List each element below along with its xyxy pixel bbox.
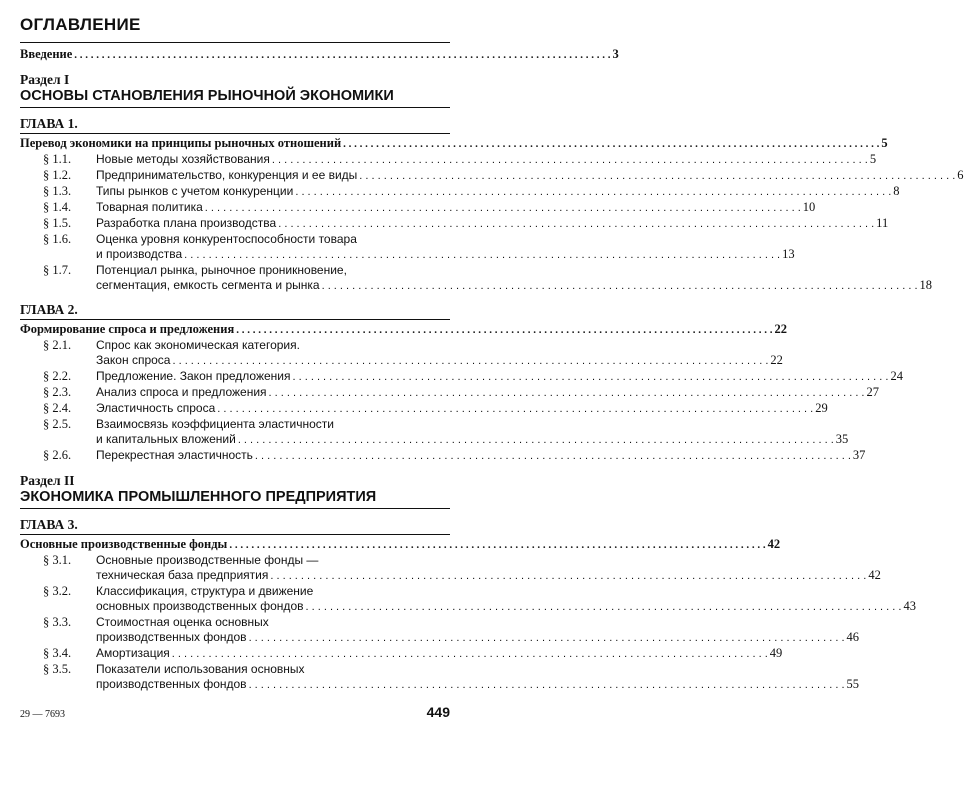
paragraph-title-row (96, 247, 795, 263)
page-title: ОГЛАВЛЕНИЕ (20, 15, 141, 34)
paragraph-title-line: Показатели использования основных (96, 662, 305, 676)
chapter-page: 42 (767, 537, 781, 551)
paragraph-title-line: Взаимосвязь коэффициента эластичности (96, 417, 334, 431)
toc-paragraph-entry (20, 615, 860, 646)
paragraph-title-line: основных производственных фондов (96, 599, 304, 613)
paragraph-body (96, 401, 828, 417)
toc-paragraph-entry (20, 184, 900, 200)
dot-leader (249, 677, 845, 693)
dot-leader (74, 47, 610, 63)
paragraph-body (96, 417, 848, 448)
paragraph-page: 10 (802, 200, 816, 214)
paragraph-body (96, 184, 900, 200)
paragraph-page: 55 (846, 677, 860, 691)
paragraph-title-line: Классификация, структура и движение (96, 584, 314, 598)
toc-paragraph-entry (20, 369, 903, 385)
toc-paragraph-entry (20, 448, 866, 464)
paragraph-title-row (96, 278, 932, 294)
paragraph-title-line: Предложение. Закон предложения (96, 369, 291, 383)
paragraph-title-line: Новые методы хозяйствования (96, 152, 270, 166)
section-label: Раздел I (20, 72, 70, 87)
paragraph-page: 6 (957, 168, 964, 182)
paragraph-number: § 2.4. (43, 401, 72, 415)
paragraph-title-row (96, 677, 859, 693)
paragraph-number: § 1.1. (43, 152, 72, 166)
paragraph-page: 13 (782, 247, 795, 261)
paragraph-title-line: производственных фондов (96, 630, 247, 644)
dot-leader (184, 247, 780, 263)
dot-leader (172, 353, 768, 369)
paragraph-title-line: Товарная политика (96, 200, 203, 214)
section-rule (20, 508, 450, 509)
paragraph-number: § 3.5. (43, 662, 72, 676)
paragraph-title-line: Перекрестная эластичность (96, 448, 253, 462)
chapter-title: Формирование спроса и предложения (20, 322, 235, 336)
page-footer (20, 704, 450, 720)
paragraph-body (96, 200, 815, 216)
toc-paragraph-entry (20, 584, 916, 615)
toc-paragraph-entry (20, 662, 860, 693)
paragraph-page: 5 (869, 152, 877, 166)
paragraph-body (96, 216, 888, 232)
section-title: ОСНОВЫ СТАНОВЛЕНИЯ РЫНОЧНОЙ ЭКОНОМИКИ (20, 88, 394, 104)
paragraph-title-row (96, 385, 879, 401)
dot-leader (217, 401, 813, 417)
dot-leader (205, 200, 801, 216)
paragraph-list (20, 553, 916, 693)
dot-leader (172, 646, 768, 662)
paragraph-title-line: Спрос как экономическая категория. (96, 338, 300, 352)
paragraph-title-line: Типы рынков с учетом конкуренции (96, 184, 294, 198)
toc-paragraph-entry (20, 338, 783, 369)
paragraph-number: § 2.3. (43, 385, 72, 399)
paragraph-page: 11 (876, 216, 889, 230)
paragraph-title-line: Закон спроса (96, 353, 171, 367)
paragraph-body (96, 369, 903, 385)
dot-leader (236, 322, 772, 338)
paragraph-list (20, 152, 964, 294)
paragraph-page: 22 (770, 353, 783, 367)
dot-leader (255, 448, 851, 464)
chapter-label: ГЛАВА 1. (20, 116, 78, 131)
toc-paragraph-entry (20, 232, 795, 263)
dot-leader (249, 630, 845, 646)
paragraph-title-row (96, 401, 828, 417)
table-of-contents (20, 14, 964, 693)
paragraph-title-line: Амортизация (96, 646, 170, 660)
entry-page: 3 (612, 47, 619, 61)
paragraph-page: 24 (890, 369, 903, 383)
dot-leader (306, 599, 902, 615)
dot-leader (322, 278, 918, 294)
paragraph-body (96, 646, 782, 662)
toc-paragraph-entry (20, 385, 879, 401)
paragraph-title-row (96, 200, 815, 216)
chapter-label: ГЛАВА 2. (20, 302, 78, 317)
chapter-label: ГЛАВА 3. (20, 517, 78, 532)
paragraph-title-line: Оценка уровня конкурентоспособности товара (96, 232, 357, 246)
paragraph-number: § 1.7. (43, 263, 72, 277)
paragraph-title-row (96, 568, 881, 584)
paragraph-number: § 3.3. (43, 615, 72, 629)
paragraph-body (96, 232, 795, 263)
paragraph-title-line: Разработка плана производства (96, 216, 277, 230)
paragraph-title-row (96, 369, 903, 385)
toc-paragraph-entry (20, 401, 828, 417)
paragraph-number: § 2.2. (43, 369, 72, 383)
paragraph-page: 18 (919, 278, 933, 292)
paragraph-title-line: техническая база предприятия (96, 568, 269, 582)
paragraph-title-row (96, 184, 900, 200)
dot-leader (295, 184, 891, 200)
paragraph-title-row (96, 448, 865, 464)
toc-paragraph-entry (20, 200, 816, 216)
section-rule (20, 107, 450, 108)
paragraph-title-row (96, 432, 848, 448)
chapter-entry (20, 134, 888, 152)
paragraph-title-line: и производства (96, 247, 183, 261)
paragraph-body (96, 385, 879, 401)
paragraph-page: 35 (835, 432, 849, 446)
paragraph-number: § 2.5. (43, 417, 72, 431)
toc-paragraph-entry (20, 417, 849, 448)
paragraph-title-line: производственных фондов (96, 677, 247, 691)
paragraph-title-line: Стоимостная оценка основных (96, 615, 269, 629)
paragraph-body (96, 584, 916, 615)
paragraph-list (20, 338, 903, 464)
section-title: ЭКОНОМИКА ПРОМЫШЛЕННОГО ПРЕДПРИЯТИЯ (20, 489, 377, 505)
paragraph-page: 27 (866, 385, 879, 399)
toc-paragraph-entry (20, 152, 877, 168)
signature-mark: 29 — 7693 (20, 709, 65, 720)
page-number: 449 (426, 704, 450, 720)
paragraph-page: 43 (903, 599, 916, 613)
paragraph-number: § 1.5. (43, 216, 72, 230)
paragraph-body (96, 662, 859, 693)
paragraph-title-line: и капитальных вложений (96, 432, 236, 446)
chapter-page: 5 (881, 136, 888, 150)
entry-title: Введение (20, 47, 73, 61)
paragraph-body (96, 448, 865, 464)
paragraph-body (96, 338, 783, 369)
paragraph-title-row (96, 152, 876, 168)
paragraph-body (96, 263, 932, 294)
paragraph-body (96, 615, 859, 646)
paragraph-title-row (96, 646, 782, 662)
chapter-entry (20, 320, 787, 338)
dot-leader (278, 216, 874, 232)
toc-paragraph-entry (20, 263, 933, 294)
chapter-title: Основные производственные фонды (20, 537, 228, 551)
dot-leader (229, 537, 765, 553)
toc-paragraph-entry (20, 553, 881, 584)
paragraph-number: § 1.4. (43, 200, 72, 214)
dot-leader (272, 152, 868, 168)
paragraph-page: 42 (868, 568, 881, 582)
paragraph-title-line: Анализ спроса и предложения (96, 385, 267, 399)
paragraph-title-row (96, 168, 964, 184)
paragraph-number: § 1.3. (43, 184, 72, 198)
paragraph-body (96, 168, 964, 184)
paragraph-title-row (96, 353, 783, 369)
paragraph-title-line: Предпринимательство, конкуренция и ее виды (96, 168, 358, 182)
paragraph-page: 37 (852, 448, 866, 462)
section-label: Раздел II (20, 473, 75, 488)
paragraph-page: 8 (893, 184, 900, 198)
paragraph-body (96, 553, 881, 584)
paragraph-page: 29 (815, 401, 828, 415)
paragraph-title-row (96, 216, 888, 232)
paragraph-title-line: сегментация, емкость сегмента и рынка (96, 278, 320, 292)
dot-leader (359, 168, 955, 184)
paragraph-title-line: Эластичность спроса (96, 401, 216, 415)
paragraph-number: § 1.6. (43, 232, 72, 246)
toc-entry-introduction (20, 47, 619, 63)
toc-paragraph-entry (20, 646, 783, 662)
paragraph-number: § 3.2. (43, 584, 72, 598)
dot-leader (238, 432, 834, 448)
paragraph-number: § 3.1. (43, 553, 72, 567)
paragraph-number: § 3.4. (43, 646, 72, 660)
paragraph-number: § 2.1. (43, 338, 72, 352)
chapter-page: 22 (774, 322, 787, 336)
paragraph-title-line: Потенциал рынка, рыночное проникновение, (96, 263, 347, 277)
dot-leader (343, 136, 879, 152)
toc-paragraph-entry (20, 216, 889, 232)
paragraph-title-row (96, 599, 916, 615)
paragraph-title-line: Основные производственные фонды — (96, 553, 319, 567)
paragraph-title-row (96, 630, 859, 646)
title-rule (20, 42, 450, 43)
dot-leader (269, 385, 865, 401)
paragraph-page: 49 (769, 646, 783, 660)
dot-leader (270, 568, 866, 584)
paragraph-number: § 2.6. (43, 448, 72, 462)
paragraph-number: § 1.2. (43, 168, 72, 182)
paragraph-body (96, 152, 876, 168)
paragraph-page: 46 (846, 630, 860, 644)
chapter-title: Перевод экономики на принципы рыночных отношений (20, 136, 342, 150)
dot-leader (293, 369, 889, 385)
toc-paragraph-entry (20, 168, 964, 184)
chapter-entry (20, 535, 781, 553)
